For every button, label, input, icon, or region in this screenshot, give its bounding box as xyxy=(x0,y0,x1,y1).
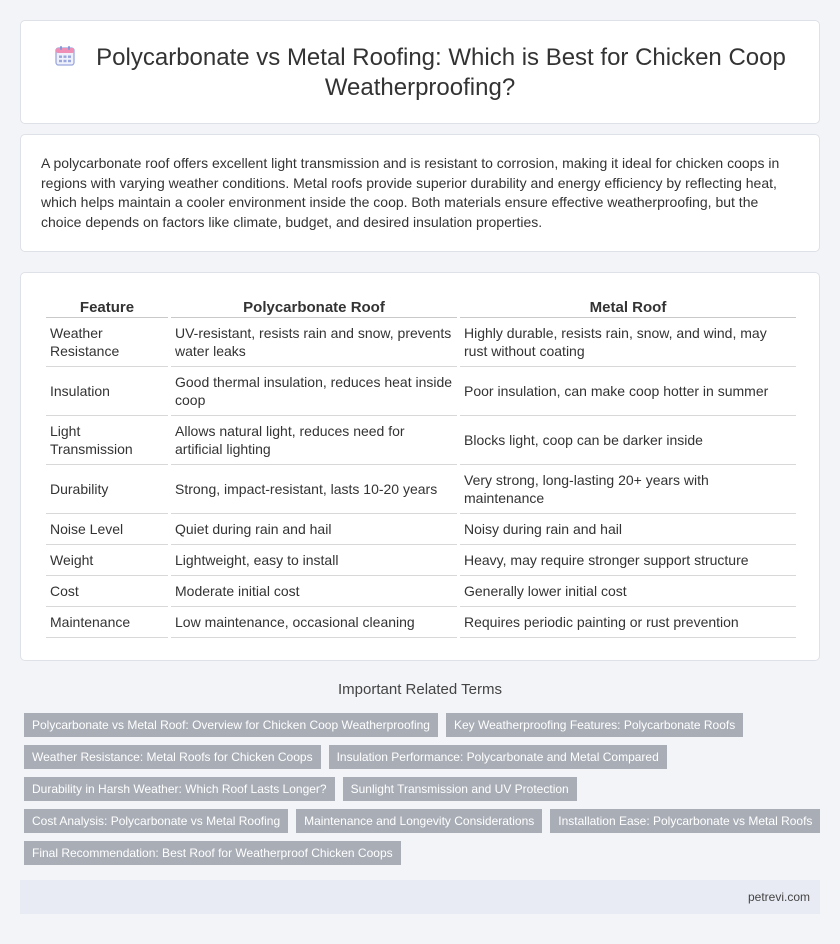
feature-cell: Weight xyxy=(46,545,168,576)
metal-cell: Noisy during rain and hail xyxy=(460,514,796,545)
intro-paragraph: A polycarbonate roof offers excellent light transmission and is resistant to corrosion, making it ideal for chicken coops in regions with varying weather conditions. Metal roofs provide superior durability and energy efficiency by reflecting heat, which helps maintain a cooler environment inside the coop. Both materials ensure effective weatherproofing, but the choice depends on factors like climate, budget, and desired insulation properties. xyxy=(41,155,780,230)
polycarbonate-cell: Moderate initial cost xyxy=(171,576,457,607)
title-line-1: Polycarbonate vs Metal Roofing: Which is Best for Chicken Coop xyxy=(96,44,786,71)
polycarbonate-cell: Quiet during rain and hail xyxy=(171,514,457,545)
polycarbonate-cell: Good thermal insulation, reduces heat inside coop xyxy=(171,367,457,416)
table-row xyxy=(46,607,796,638)
table-row xyxy=(46,416,796,465)
header-metal: Metal Roof xyxy=(460,295,796,318)
related-term-tag[interactable]: Weather Resistance: Metal Roofs for Chicken Coops xyxy=(24,745,321,769)
related-term-tag[interactable]: Polycarbonate vs Metal Roof: Overview for Chicken Coop Weatherproofing xyxy=(24,713,438,737)
metal-cell: Poor insulation, can make coop hotter in summer xyxy=(460,367,796,416)
related-term-tag[interactable]: Installation Ease: Polycarbonate vs Metal Roofs xyxy=(550,809,820,833)
comparison-table xyxy=(43,295,799,638)
metal-cell: Highly durable, resists rain, snow, and wind, may rust without coating xyxy=(460,318,796,367)
related-term-tag[interactable]: Insulation Performance: Polycarbonate and Metal Compared xyxy=(329,745,667,769)
related-term-tag[interactable]: Key Weatherproofing Features: Polycarbonate Roofs xyxy=(446,713,743,737)
table-row xyxy=(46,576,796,607)
table-row xyxy=(46,318,796,367)
metal-cell: Very strong, long-lasting 20+ years with maintenance xyxy=(460,465,796,514)
table-row xyxy=(46,465,796,514)
feature-cell: Durability xyxy=(46,465,168,514)
feature-cell: Cost xyxy=(46,576,168,607)
feature-cell: Noise Level xyxy=(46,514,168,545)
feature-cell: Maintenance xyxy=(46,607,168,638)
metal-cell: Requires periodic painting or rust prevention xyxy=(460,607,796,638)
feature-cell: Insulation xyxy=(46,367,168,416)
title-line-2: Weatherproofing? xyxy=(324,74,516,101)
polycarbonate-cell: UV-resistant, resists rain and snow, prevents water leaks xyxy=(171,318,457,367)
related-term-tag[interactable]: Sunlight Transmission and UV Protection xyxy=(343,777,577,801)
table-header-row xyxy=(46,295,796,318)
footer-site-link[interactable]: petrevi.com xyxy=(747,890,810,904)
metal-cell: Heavy, may require stronger support structure xyxy=(460,545,796,576)
related-term-tag[interactable]: Cost Analysis: Polycarbonate vs Metal Roofing xyxy=(24,809,288,833)
polycarbonate-cell: Low maintenance, occasional cleaning xyxy=(171,607,457,638)
polycarbonate-cell: Lightweight, easy to install xyxy=(171,545,457,576)
title-card xyxy=(20,20,820,124)
related-terms-list xyxy=(24,713,820,873)
table-row xyxy=(46,367,796,416)
polycarbonate-cell: Strong, impact-resistant, lasts 10-20 years xyxy=(171,465,457,514)
comparison-table-card xyxy=(20,272,820,661)
polycarbonate-cell: Allows natural light, reduces need for artificial lighting xyxy=(171,416,457,465)
calendar-icon xyxy=(54,45,76,67)
table-row xyxy=(46,545,796,576)
footer xyxy=(20,880,820,914)
page-title xyxy=(21,43,819,103)
feature-cell: Weather Resistance xyxy=(46,318,168,367)
related-terms-heading: Important Related Terms xyxy=(338,681,502,698)
feature-cell: Light Transmission xyxy=(46,416,168,465)
related-term-tag[interactable]: Durability in Harsh Weather: Which Roof Lasts Longer? xyxy=(24,777,335,801)
header-feature: Feature xyxy=(46,295,168,318)
related-term-tag[interactable]: Final Recommendation: Best Roof for Weatherproof Chicken Coops xyxy=(24,841,401,865)
related-term-tag[interactable]: Maintenance and Longevity Considerations xyxy=(296,809,542,833)
table-row xyxy=(46,514,796,545)
header-polycarbonate: Polycarbonate Roof xyxy=(171,295,457,318)
metal-cell: Generally lower initial cost xyxy=(460,576,796,607)
metal-cell: Blocks light, coop can be darker inside xyxy=(460,416,796,465)
intro-card xyxy=(20,134,820,252)
